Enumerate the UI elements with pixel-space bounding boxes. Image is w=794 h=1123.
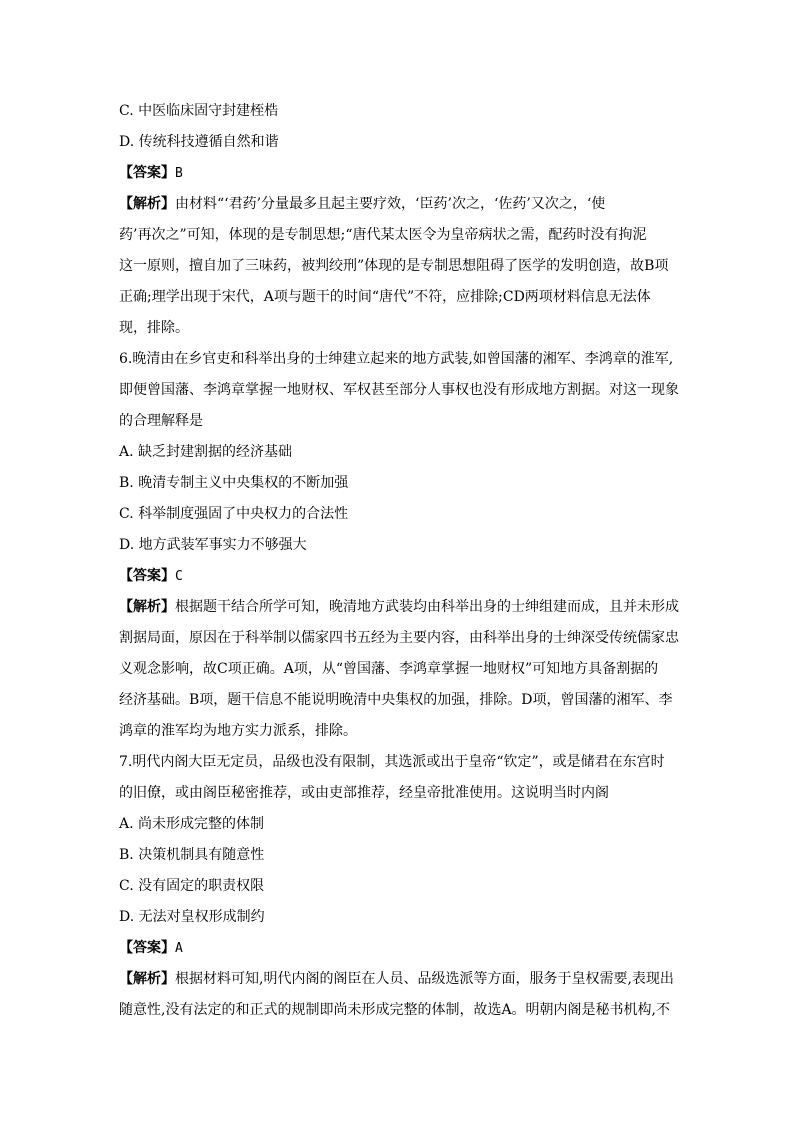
q6-analysis-line: 割据局面，原因在于科举制以儒家四书五经为主要内容，由科举出身的士绅深受传统儒家忠 bbox=[119, 630, 679, 646]
q7-option-d: D. 无法对皇权形成制约 bbox=[119, 909, 265, 925]
q7-option-c: C. 没有固定的职责权限 bbox=[119, 878, 265, 894]
q5-analysis-line: 这一原则，擅自加了三味药，被判绞刑”体现的是专制思想阻碍了医学的发明创造，故B项 bbox=[119, 258, 669, 274]
document-page bbox=[119, 96, 679, 1026]
q6-answer bbox=[119, 561, 679, 592]
q6-analysis-line: 鸿章的淮军均为地方实力派系，排除。 bbox=[119, 723, 357, 739]
q7-stem-line: 的旧僚，或由阁臣秘密推荐，或由吏部推荐，经皇帝批准使用。这说明当时内阁 bbox=[119, 785, 609, 801]
q7-option-a: A. 尚未形成完整的体制 bbox=[119, 816, 265, 832]
q6-analysis-line: 经济基础。B项，题干信息不能说明晚清中央集权的加强，排除。D项，曾国藩的湘军、李 bbox=[119, 692, 673, 708]
q6-stem-line: 的合理解释是 bbox=[119, 413, 203, 429]
q7-analysis-line: 随意性,没有法定的和正式的规制即尚未形成完整的体制，故选A。明朝内阁是秘书机构,不 bbox=[119, 1002, 671, 1018]
q6-option-a: A. 缺乏封建割据的经济基础 bbox=[119, 444, 293, 460]
q6-option-d: D. 地方武装军事实力不够强大 bbox=[119, 537, 307, 553]
answer-label: 【答案】 bbox=[119, 568, 175, 584]
analysis-label: 【解析】 bbox=[119, 971, 175, 987]
q7-stem-line: 7.明代内阁大臣无定员，品级也没有限制，其选派或出于皇帝“钦定”，或是储君在东宫时 bbox=[119, 754, 665, 770]
answer-value: C bbox=[175, 569, 183, 584]
analysis-label: 【解析】 bbox=[119, 196, 175, 212]
q5-answer bbox=[119, 158, 679, 189]
q6-option-c: C. 科举制度强固了中央权力的合法性 bbox=[119, 506, 349, 522]
q6-stem-line: 即便曾国藩、李鸿章掌握一地财权、军权甚至部分人事权也没有形成地方割据。对这一现象 bbox=[119, 382, 679, 398]
q5-analysis-line: 现，排除。 bbox=[119, 320, 189, 336]
q7-option-b: B. 决策机制具有随意性 bbox=[119, 847, 265, 863]
q6-analysis-line: 义观念影响，故C项正确。A项，从“曾国藩、李鸿章掌握一地财权”可知地方具备割据的 bbox=[119, 661, 659, 677]
answer-label: 【答案】 bbox=[119, 165, 175, 181]
answer-value: A bbox=[175, 941, 183, 956]
analysis-text: 根据题干结合所学可知，晚清地方武装均由科举出身的士绅组建而成，且并未形成 bbox=[175, 599, 679, 615]
q5-analysis-line bbox=[119, 189, 679, 220]
q7-answer bbox=[119, 933, 679, 964]
q7-analysis-line bbox=[119, 964, 679, 995]
analysis-label: 【解析】 bbox=[119, 599, 175, 615]
q5-option-c: C. 中医临床固守封建桎梏 bbox=[119, 103, 279, 119]
q5-analysis-line: 药’再次之”可知，体现的是专制思想;“唐代某太医令为皇帝病状之需，配药时没有拘泥 bbox=[119, 227, 647, 243]
q6-option-b: B. 晚清专制主义中央集权的不断加强 bbox=[119, 475, 349, 491]
analysis-text: 由材料“‘君药’分量最多且起主要疗效，‘臣药’次之，‘佐药’又次之，‘使 bbox=[175, 196, 606, 212]
q5-option-d: D. 传统科技遵循自然和谐 bbox=[119, 134, 279, 150]
analysis-text: 根据材料可知,明代内阁的阁臣在人员、品级选派等方面，服务于皇权需要,表现出 bbox=[175, 971, 674, 987]
q5-analysis-line: 正确;理学出现于宋代，A项与题干的时间“唐代”不符，应排除;CD两项材料信息无法体 bbox=[119, 289, 651, 305]
answer-label: 【答案】 bbox=[119, 940, 175, 956]
q6-stem-line: 6.晚清由在乡官吏和科举出身的士绅建立起来的地方武装,如曾国藩的湘军、李鸿章的淮军, bbox=[119, 351, 674, 367]
answer-value: B bbox=[175, 166, 183, 181]
q6-analysis-line bbox=[119, 592, 679, 623]
